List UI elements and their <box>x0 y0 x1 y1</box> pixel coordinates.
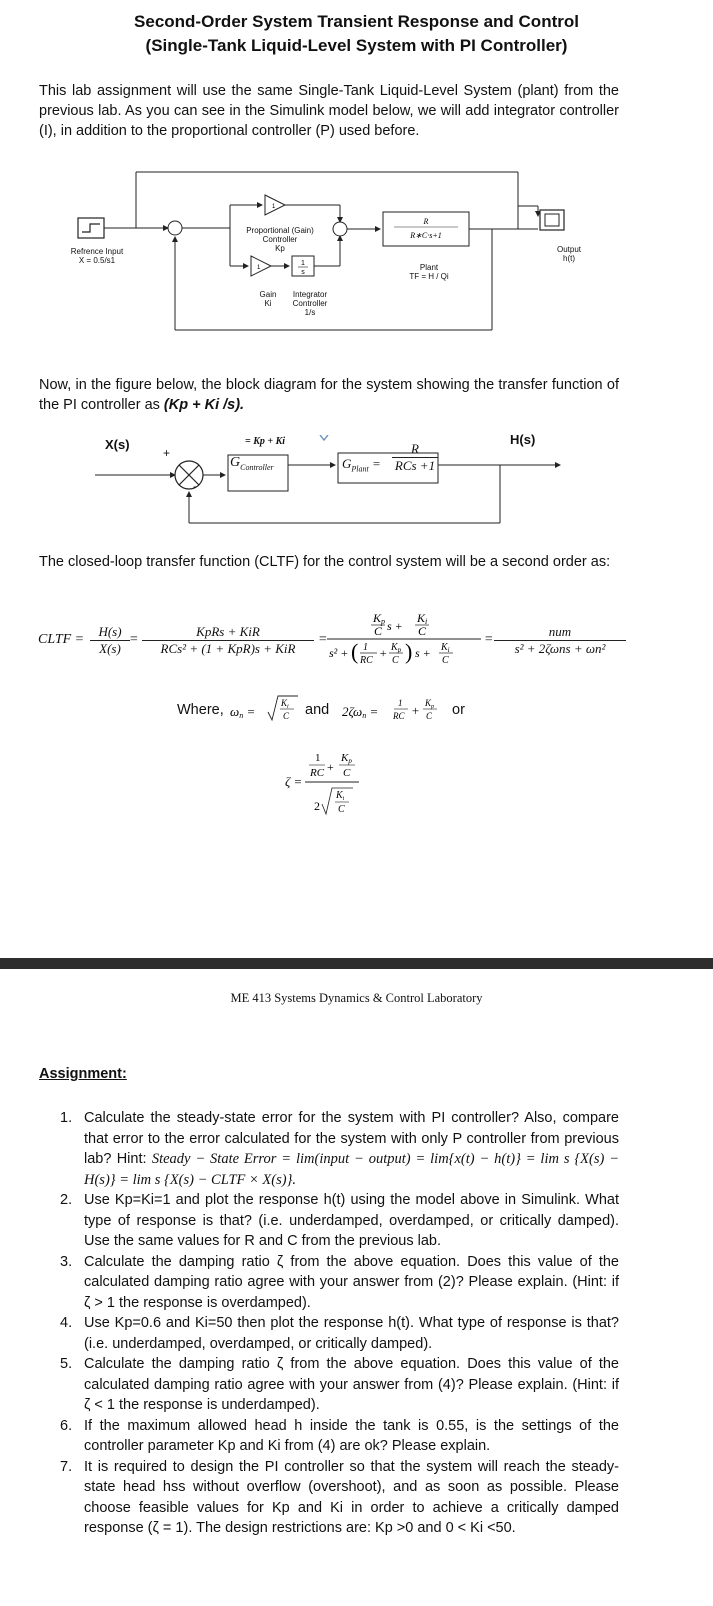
controller-tf-label: $G_{Controller}$ <box>230 455 274 472</box>
gain-ki-block <box>251 256 271 276</box>
svg-text:s: s <box>301 269 305 276</box>
cltf-expr3: num s² + 2ζωns + ωn² <box>494 624 626 657</box>
cltf-expr1: KpRs + KiR RCs² + (1 + KpR)s + KiR <box>142 624 314 657</box>
svg-text:2ζωn =: 2ζωn = <box>342 704 379 720</box>
equals-1: = <box>129 632 139 647</box>
task-2: 2. Use Kp=Ki=1 and plot the response h(t) using the model above in Simulink. What type of response is that? (i.e. underdamped, overdamped, or critically damped). Use the same values for R and C from the previous lab. <box>60 1192 619 1249</box>
input-xs-label: X(s) <box>105 437 130 452</box>
cltf-paragraph: The closed-loop transfer function (CLTF) for the control system will be a second order as: <box>39 554 611 570</box>
svg-text:1: 1 <box>398 698 403 708</box>
assignment-list <box>60 1108 620 1539</box>
svg-text:C: C <box>283 711 290 721</box>
svg-text:2: 2 <box>314 799 320 813</box>
gain-ki-label: Gain Ki <box>259 290 277 308</box>
task-7: 7. It is required to design the PI controller so that the system will reach the steady-state head hss without overflow (overshoot), and as soon as possible. Please choose feasible values for Kp and Ki in order to achieve a critically damped response (ζ = 1). The design restrictions are: Kp >0 and 0 < Ki <50. <box>60 1458 619 1536</box>
or-text: or <box>452 702 465 718</box>
simulink-model <box>60 170 620 340</box>
svg-text:C: C <box>418 624 427 638</box>
integrator-label: Integrator Controller 1/s <box>292 290 328 317</box>
svg-text:Ki: $K_i$ <box>441 642 450 654</box>
plant-tf-name: $G_{Plant}$ = <box>342 456 381 474</box>
svg-text:R: R <box>423 217 429 226</box>
output-hs-label: H(s) <box>510 432 536 447</box>
svg-text:C: C <box>374 624 383 638</box>
intro-paragraph: This lab assignment will use the same Single-Tank Liquid-Level System (plant) from the previous lab. As you can see in the Simulink model below, we will add integrator controller (I), in addition to the proportional controller (P) used before. <box>39 83 619 139</box>
assignment-heading: Assignment: <box>39 1066 127 1082</box>
minus-sign: - <box>193 479 197 493</box>
svg-text:C: C <box>392 655 399 666</box>
zeta-formula <box>283 744 379 834</box>
controller-expression: = Kp + Ki <box>245 436 286 447</box>
svg-text:Ki: Ki <box>417 611 428 626</box>
step-input-block <box>78 218 104 238</box>
task-4: 4. Use Kp=0.6 and Ki=50 then plot the response h(t). What type of response is that? (i.e. underdamped, overdamped, or critically damped). <box>60 1315 619 1352</box>
svg-text:R∗C·s+1: R∗C·s+1 <box>410 231 442 240</box>
svg-text:s² +: s² + <box>329 646 349 660</box>
equals-2: = <box>318 632 328 647</box>
task-6: 6. If the maximum allowed head h inside the tank is 0.55, is the settings of the controller parameter Kp and Ki from (4) are ok? Please explain. <box>60 1417 619 1454</box>
svg-text:(: ( <box>351 639 359 664</box>
svg-text:C: C <box>442 655 449 666</box>
svg-text:RC: RC <box>393 711 405 721</box>
svg-text:Kp: Kp <box>373 611 386 626</box>
cltf-ratio: H(s) X(s) <box>90 624 130 657</box>
task-3: 3. Calculate the damping ratio ζ from the above equation. Does this value of the calculated damping ratio agree with your answer from (2)? Please explain. (Hint: if ζ > 1 the response is overdamped). <box>60 1253 619 1311</box>
now-paragraph: Now, in the figure below, the block diagram for the system showing the transfer function of the PI controller as (Kp + Ki /s). <box>39 377 619 413</box>
svg-text:1: 1 <box>257 265 261 271</box>
svg-text:1: 1 <box>272 204 276 210</box>
task-5: 5. Calculate the damping ratio ζ from the above equation. Does this value of the calculated damping ratio agree with your answer from (4)? Please explain. (Hint: if ζ < 1 the response is underdamped). <box>60 1356 619 1413</box>
task-1: 1. Calculate the steady-state error for the system with PI controller? Also, compare that error to the error calculated for the system with only P controller from previous lab? Hint: Steady − State Error = lim(input − output) = lim{x(t) − h(t)} = lim s {X(s) − H(s)} = lim s {X(s) − CLTF × X(s)}. <box>60 1110 620 1188</box>
svg-text:C: C <box>426 711 433 721</box>
svg-text:1: 1 <box>315 752 321 764</box>
svg-text:+: + <box>411 703 420 718</box>
page-title-line1: Second-Order System Transient Response and Control <box>134 12 579 31</box>
plant-tf-fraction: R RCs +1 <box>392 441 438 474</box>
page-title-line2: (Single-Tank Liquid-Level System with PI Controller) <box>145 36 568 55</box>
svg-text:): ) <box>405 639 413 664</box>
cltf-expr2 <box>325 608 483 668</box>
page-footer: ME 413 Systems Dynamics & Control Laboratory <box>230 991 483 1005</box>
damping-relation-formula <box>340 690 460 732</box>
svg-text:s +: s + <box>387 619 403 633</box>
svg-text:RC: RC <box>360 655 373 666</box>
svg-text:C: C <box>338 804 345 815</box>
svg-text:s +: s + <box>415 646 431 660</box>
output-label: Output h(t) <box>556 245 581 263</box>
equals-3: = <box>484 632 494 647</box>
sum-block-2 <box>333 222 347 236</box>
svg-text:RC: RC <box>310 767 325 779</box>
svg-text:+: + <box>379 646 388 660</box>
svg-text:+: + <box>327 760 334 774</box>
svg-text:Ki: $K_i$ <box>336 790 345 802</box>
page-break-bar <box>0 958 713 969</box>
svg-text:Ki: $K_i$ <box>281 698 289 710</box>
svg-text:ωn =: ωn = <box>230 704 256 720</box>
svg-text:1: 1 <box>363 642 368 653</box>
plant-label: Plant TF = H / Qi <box>409 263 449 281</box>
sum-block-1 <box>168 221 182 235</box>
cltf-label: CLTF = <box>38 632 85 647</box>
proportional-label: Proportional (Gain) Controller Kp <box>246 226 314 253</box>
reference-input-label: Refrence Input X = 0.5/s1 <box>70 247 124 265</box>
svg-text:1: 1 <box>301 260 305 267</box>
svg-text:Kp: $K_p$ <box>425 698 435 710</box>
svg-text:Kp: Kp <box>341 752 352 765</box>
svg-text:Kp: $K_p$ <box>391 642 402 654</box>
plus-sign: + <box>163 446 171 460</box>
svg-text:C: C <box>343 767 351 779</box>
svg-text:ζ =: ζ = <box>285 774 303 789</box>
block-diagram <box>90 435 570 535</box>
where-text: Where, <box>177 702 224 718</box>
and-text: and <box>305 702 330 718</box>
